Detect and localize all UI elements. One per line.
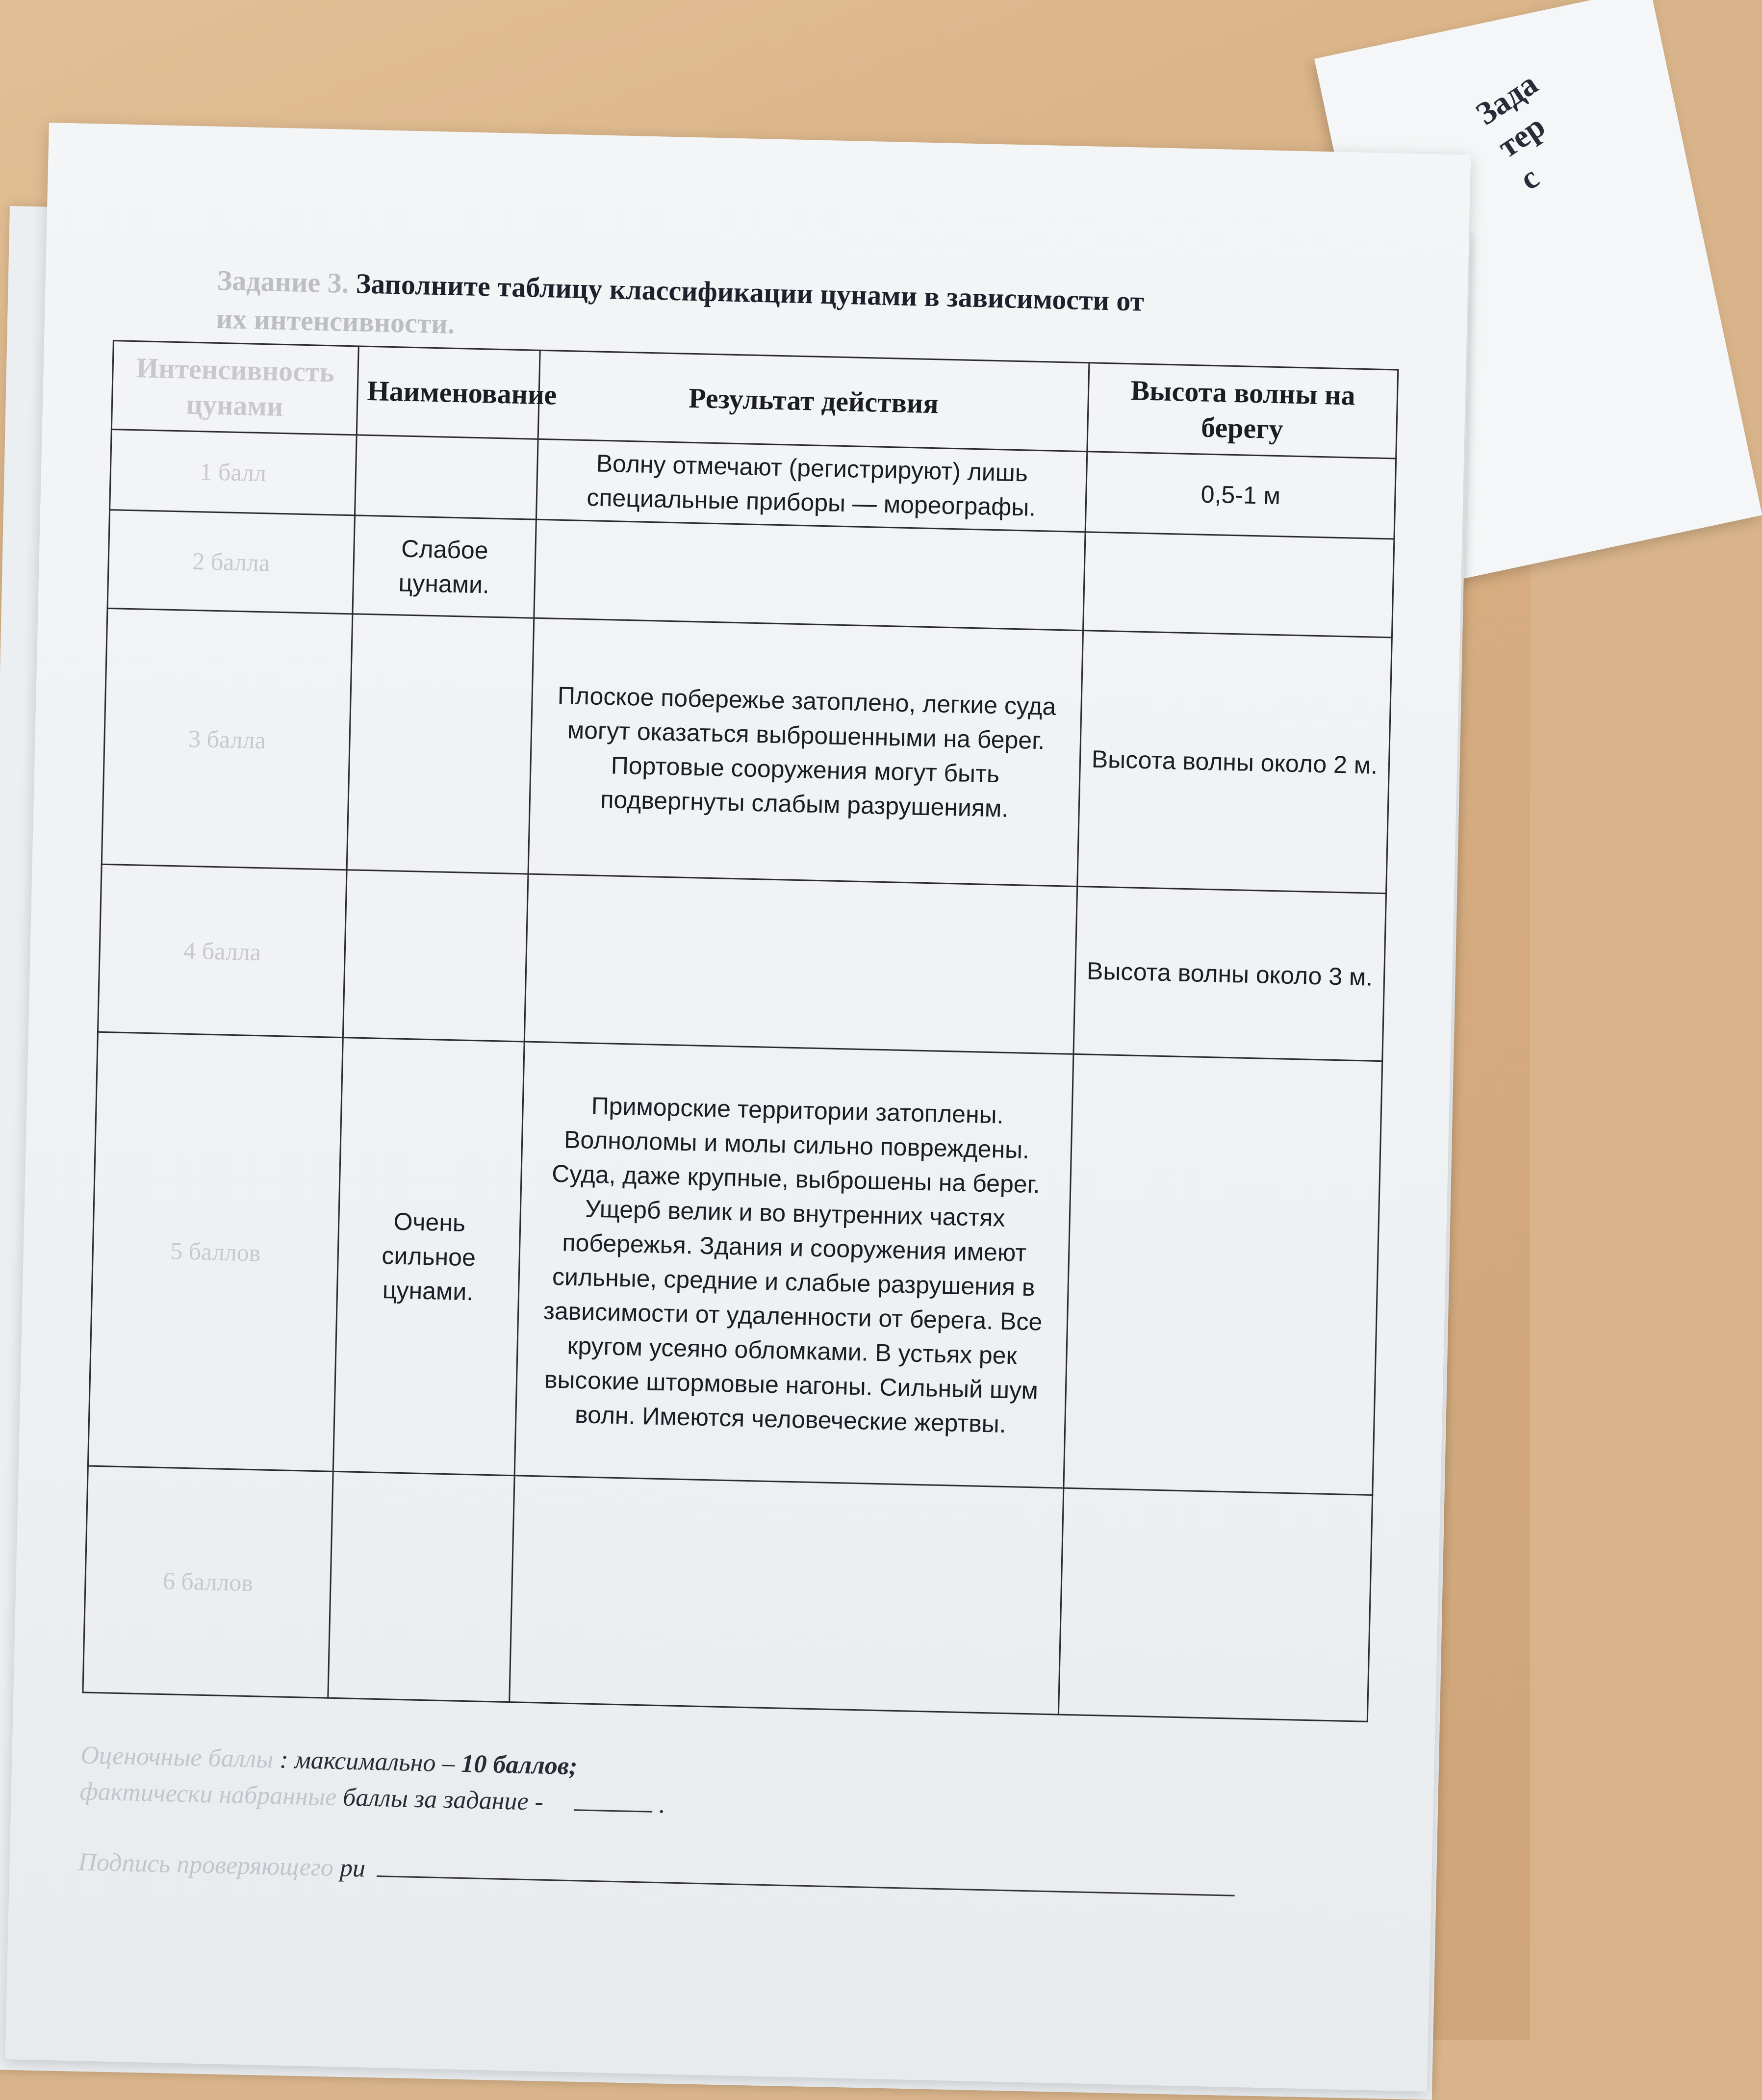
task-text: Заполните таблицу классификации цунами в зависимости от (356, 267, 1145, 317)
score-label: Оценочные баллы (80, 1741, 274, 1774)
tsunami-classification-table (82, 340, 1399, 1722)
cell-intensity: 6 баллов (83, 1466, 333, 1698)
cell-intensity: 5 баллов (88, 1032, 343, 1471)
score-actual-label: фактически набранные (79, 1777, 337, 1812)
cell-intensity: 2 балла (107, 510, 355, 614)
cell-intensity: 3 балла (102, 608, 353, 870)
signature-label-end: ри (339, 1854, 366, 1883)
cell-name[interactable] (328, 1471, 514, 1702)
header-intensity: Интенсивность цунами (111, 341, 358, 435)
cell-name[interactable] (343, 870, 528, 1042)
score-max-text: : максимально – (279, 1745, 456, 1778)
side-sheet-text: Зада тер с (1469, 65, 1552, 198)
signature-line (78, 1844, 1353, 1909)
header-name: Наименование (357, 346, 540, 439)
signature-label: Подпись проверяющего (77, 1848, 334, 1882)
cell-height[interactable] (1083, 532, 1394, 637)
cell-result: Волну отмечают (регистрируют) лишь специальные приборы — мореографы. (536, 439, 1087, 532)
score-actual-end: . (659, 1791, 666, 1819)
cell-result: Приморские территории затоплены. Волноломы и молы сильно повреждены. Суда, даже крупные, выброшены на берег. Ущерб велик и во внутренних частях побережья. Здания и сооружения имеют сильные, средние и слабые разрушения в зависимости от удаленности от берега. Все кругом усеяно обломками. В устьях рек высокие штормовые нагоны. Сильный шум волн. Имеются человеческие жертвы. (514, 1042, 1073, 1488)
table-row (83, 1466, 1373, 1722)
cell-result[interactable] (524, 874, 1077, 1054)
cell-name[interactable] (355, 435, 538, 519)
cell-name: Слабое цунами. (353, 515, 536, 618)
score-max-value: 10 баллов; (460, 1749, 578, 1781)
cell-result[interactable] (534, 519, 1085, 630)
task-label: Задание 3. (217, 264, 350, 299)
cell-height: Высота волны около 2 м. (1077, 630, 1392, 894)
scoring-block (78, 1737, 1356, 1909)
task-text-continued: их интенсивности. (216, 302, 456, 340)
cell-height: 0,5-1 м (1085, 452, 1396, 539)
cell-intensity: 4 балла (98, 865, 347, 1038)
header-result: Результат действия (538, 350, 1089, 451)
table-row (98, 865, 1386, 1061)
score-actual-blank[interactable] (574, 1809, 653, 1813)
cell-intensity: 1 балл (110, 429, 357, 515)
cell-result: Плоское побережье затоплено, легкие суда могут оказаться выброшенными на берег. Портовые сооружения могут быть подвергнуты слабым разрушениям. (528, 618, 1083, 887)
cell-name: Очень сильное цунами. (333, 1038, 524, 1476)
cell-name[interactable] (347, 614, 534, 874)
cell-height[interactable] (1064, 1054, 1382, 1495)
cell-result[interactable] (510, 1475, 1064, 1715)
score-actual-text: баллы за задание - (342, 1783, 544, 1816)
cell-height[interactable] (1058, 1488, 1372, 1722)
cell-height: Высота волны около 3 м. (1073, 887, 1386, 1061)
signature-blank[interactable] (377, 1875, 1235, 1896)
table-row (88, 1032, 1382, 1495)
table-row (102, 608, 1392, 894)
header-height: Высота волны на берегу (1087, 363, 1398, 459)
worksheet-page (5, 123, 1471, 2092)
